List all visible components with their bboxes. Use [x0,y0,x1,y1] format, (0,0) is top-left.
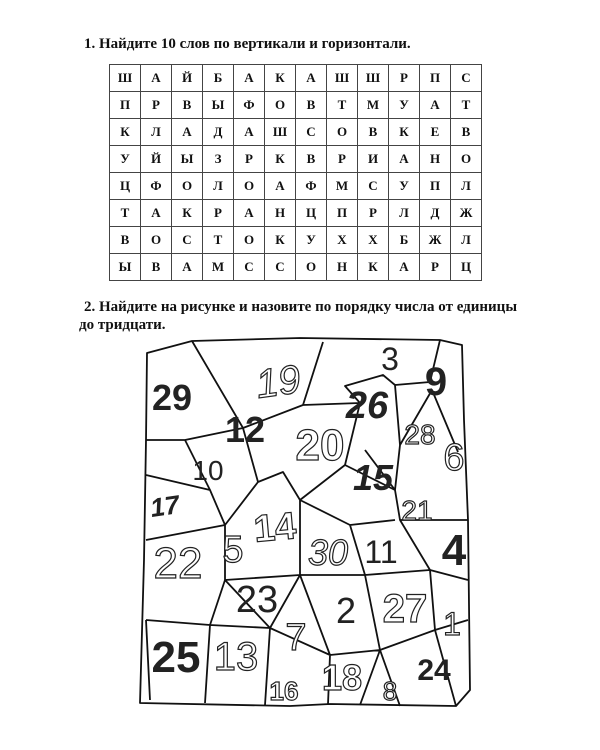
mosaic-number: 26 [345,385,389,427]
grid-cell: Ц [451,254,482,281]
grid-cell: К [358,254,389,281]
mosaic-number: 29 [151,377,193,418]
mosaic-number: 1 [443,606,461,642]
mosaic-number: 6 [443,437,465,479]
grid-cell: Ы [110,254,141,281]
grid-cell: Н [327,254,358,281]
task1-title: 1. Найдите 10 слов по вертикали и горизонтали. [84,36,411,52]
grid-cell: С [296,119,327,146]
grid-cell: Ы [172,146,203,173]
grid-cell: Р [420,254,451,281]
grid-cell: О [234,227,265,254]
grid-cell: А [141,200,172,227]
grid-cell: Ц [110,173,141,200]
grid-cell: А [296,65,327,92]
grid-cell: В [141,254,172,281]
grid-cell: Р [389,65,420,92]
mosaic-number: 2 [335,590,357,631]
task2-line1: 2. Найдите на рисунке и назовите по порядку числа от единицы [84,299,518,315]
grid-cell: А [234,119,265,146]
grid-cell: О [141,227,172,254]
grid-cell: Д [203,119,234,146]
grid-cell: О [234,173,265,200]
grid-cell: У [110,146,141,173]
grid-cell: Б [203,65,234,92]
grid-cell: Р [234,146,265,173]
mosaic-number: 16 [269,676,299,706]
grid-cell: К [265,146,296,173]
grid-cell: Н [420,146,451,173]
mosaic-number: 25 [151,633,201,682]
mosaic-number: 10 [192,455,224,486]
grid-cell: А [389,254,420,281]
mosaic-number: 5 [222,529,244,571]
grid-cell: О [451,146,482,173]
grid-cell: К [265,65,296,92]
grid-cell: К [265,227,296,254]
grid-cell: А [141,65,172,92]
grid-cell: В [110,227,141,254]
mosaic-number: 22 [153,539,203,588]
mosaic-number: 12 [224,409,266,450]
grid-cell: А [172,119,203,146]
grid-cell: Т [203,227,234,254]
grid-cell: Н [265,200,296,227]
mosaic-number: 9 [424,360,448,404]
grid-cell: С [265,254,296,281]
mosaic-number: 18 [321,657,363,698]
grid-cell: Л [451,173,482,200]
grid-cell: Й [172,65,203,92]
grid-cell: Т [327,92,358,119]
grid-cell: А [234,200,265,227]
grid-cell: О [327,119,358,146]
grid-cell: С [451,65,482,92]
mosaic-number: 17 [148,489,182,523]
grid-cell: С [234,254,265,281]
mosaic-number: 4 [441,526,467,575]
mosaic-number: 7 [285,617,307,659]
mosaic-number: 28 [404,419,436,450]
mosaic-number: 30 [307,532,349,573]
grid-cell: О [296,254,327,281]
mosaic-number: 13 [213,635,259,679]
grid-cell: А [234,65,265,92]
grid-cell: О [172,173,203,200]
grid-cell: У [389,173,420,200]
mosaic-number: 24 [417,654,451,687]
grid-cell: Р [203,200,234,227]
grid-cell: М [327,173,358,200]
grid-cell: Е [420,119,451,146]
grid-cell: Р [327,146,358,173]
grid-cell: Т [110,200,141,227]
mosaic-number: 15 [352,457,394,498]
grid-cell: Х [358,227,389,254]
grid-cell: А [420,92,451,119]
grid-cell: Ш [327,65,358,92]
grid-cell: Ш [110,65,141,92]
grid-cell: А [265,173,296,200]
grid-cell: Ф [141,173,172,200]
task2-line2: до тридцати. [79,317,166,333]
mosaic-number: 23 [235,579,279,621]
mosaic-number: 3 [381,341,399,377]
grid-cell: С [172,227,203,254]
grid-cell: Д [420,200,451,227]
grid-cell: Ш [265,119,296,146]
grid-cell: Ы [203,92,234,119]
mosaic-number: 11 [364,534,398,570]
grid-cell: У [296,227,327,254]
grid-cell: У [389,92,420,119]
mosaic-number: 20 [295,421,345,470]
mosaic-number: 8 [382,676,398,706]
grid-cell: Б [389,227,420,254]
grid-cell: З [203,146,234,173]
grid-cell: Ф [234,92,265,119]
grid-cell: В [451,119,482,146]
grid-cell: Р [358,200,389,227]
grid-cell: О [265,92,296,119]
grid-cell: Л [389,200,420,227]
grid-cell: Л [141,119,172,146]
grid-cell: Ц [296,200,327,227]
grid-cell: Ш [358,65,389,92]
grid-cell: И [358,146,389,173]
mosaic-number: 14 [252,505,298,551]
grid-cell: А [389,146,420,173]
grid-cell: А [172,254,203,281]
grid-cell: С [358,173,389,200]
grid-cell: П [110,92,141,119]
grid-cell: М [358,92,389,119]
grid-cell: В [296,146,327,173]
grid-cell: Р [141,92,172,119]
grid-cell: В [296,92,327,119]
grid-cell: М [203,254,234,281]
grid-cell: П [420,65,451,92]
mosaic-number: 21 [401,495,433,526]
grid-cell: В [358,119,389,146]
grid-cell: К [172,200,203,227]
grid-cell: К [389,119,420,146]
grid-cell: Л [203,173,234,200]
mosaic-number: 27 [382,587,428,631]
grid-cell: К [110,119,141,146]
grid-cell: Л [451,227,482,254]
grid-cell: П [327,200,358,227]
mosaic-number: 19 [253,357,304,408]
grid-cell: Ф [296,173,327,200]
grid-cell: Ж [451,200,482,227]
grid-cell: Т [451,92,482,119]
grid-cell: Ж [420,227,451,254]
grid-cell: Й [141,146,172,173]
grid-cell: В [172,92,203,119]
grid-cell: Х [327,227,358,254]
grid-cell: П [420,173,451,200]
